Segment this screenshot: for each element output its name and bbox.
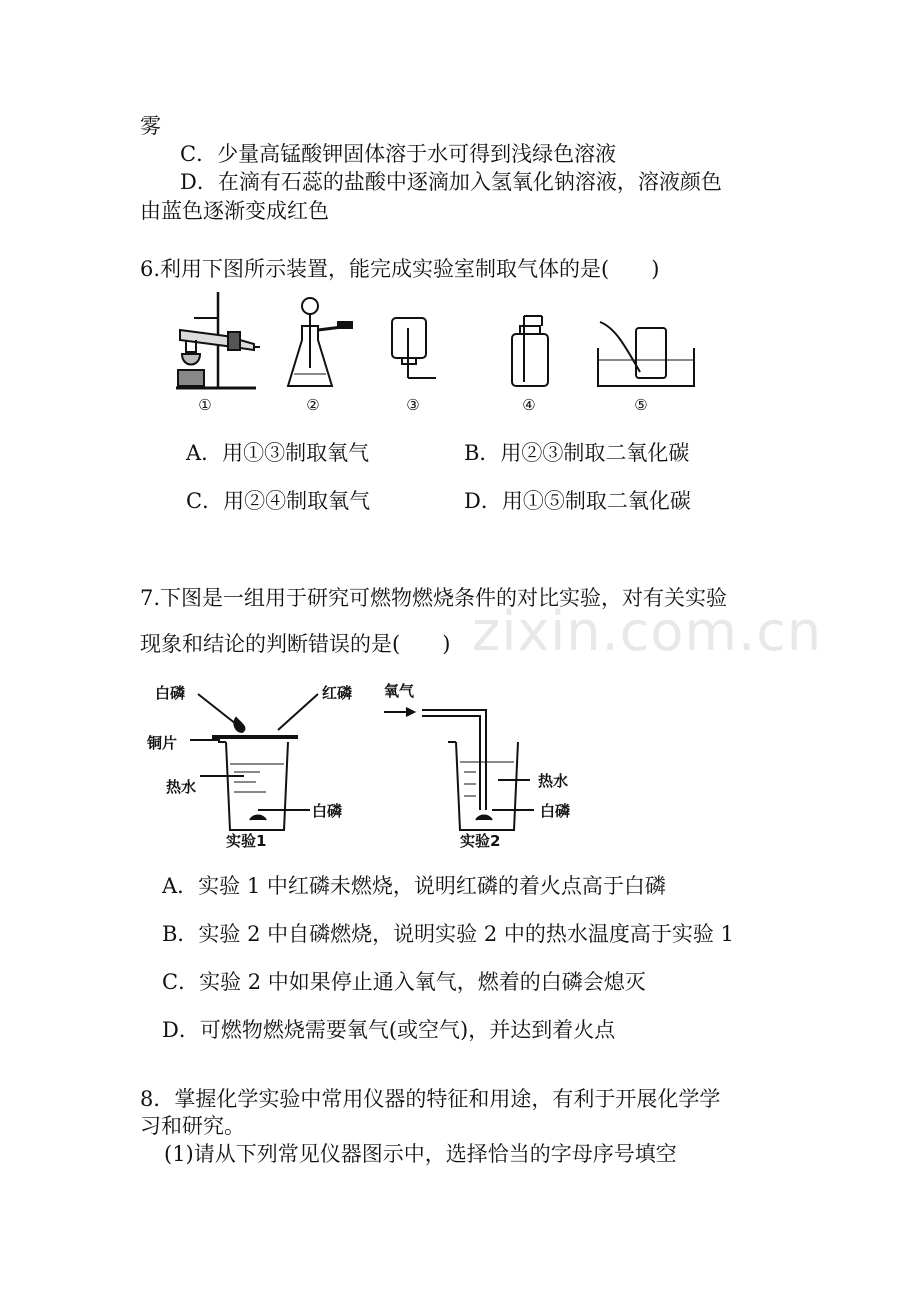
exp2-label-hot-water: 热水 <box>538 772 569 790</box>
q8-stem-line2: 习和研究。 <box>140 1114 245 1138</box>
apparatus-5-icon <box>598 322 694 386</box>
exp1-label-white-phosphorus: 白磷 <box>155 684 186 702</box>
exp1-caption: 实验1 <box>226 832 267 850</box>
apparatus-1-icon <box>176 292 260 388</box>
apparatus-label-2: ② <box>306 396 320 414</box>
q5-option-d-line2: 由蓝色逐渐变成红色 <box>140 199 329 223</box>
q6-apparatus-figure <box>168 288 688 396</box>
q6-stem: 6.利用下图所示装置，能完成实验室制取气体的是( ) <box>140 257 660 281</box>
apparatus-label-5: ⑤ <box>634 396 648 414</box>
exp2-label-white-phosphorus: 白磷 <box>540 802 571 820</box>
q7-option-c: C．实验 2 中如果停止通入氧气，燃着的白磷会熄灭 <box>162 970 646 994</box>
q7-stem-line1: 7.下图是一组用于研究可燃物燃烧条件的对比实验，对有关实验 <box>140 586 728 610</box>
q6-option-a: A．用①③制取氧气 <box>186 441 370 465</box>
apparatus-label-1: ① <box>198 396 212 414</box>
exp1-label-copper-sheet: 铜片 <box>147 734 178 752</box>
q5-line-fog: 雾 <box>140 114 161 138</box>
q6-option-c: C．用②④制取氧气 <box>186 489 371 513</box>
apparatus-2-icon <box>288 298 352 386</box>
apparatus-label-4: ④ <box>522 396 536 414</box>
q8-stem-line1: 8．掌握化学实验中常用仪器的特征和用途，有利于开展化学学 <box>140 1087 721 1111</box>
exp1-label-hot-water: 热水 <box>166 778 197 796</box>
q7-stem-line2: 现象和结论的判断错误的是( ) <box>140 632 451 656</box>
exp1-label-red-phosphorus: 红磷 <box>322 684 353 702</box>
q6-option-d: D．用①⑤制取二氧化碳 <box>464 489 691 513</box>
q7-option-b: B．实验 2 中自磷燃烧，说明实验 2 中的热水温度高于实验 1 <box>162 922 734 946</box>
q5-option-d-line1: D．在滴有石蕊的盐酸中逐滴加入氢氧化钠溶液，溶液颜色 <box>180 170 722 194</box>
apparatus-label-3: ③ <box>406 396 420 414</box>
q5-option-c: C．少量高锰酸钾固体溶于水可得到浅绿色溶液 <box>180 142 617 166</box>
exp2-caption: 实验2 <box>460 832 501 850</box>
q6-option-b: B．用②③制取二氧化碳 <box>464 441 690 465</box>
q7-option-a: A．实验 1 中红磷未燃烧，说明红磷的着火点高于白磷 <box>162 874 666 898</box>
apparatus-4-icon <box>512 316 548 386</box>
q7-option-d: D．可燃物燃烧需要氧气(或空气)，并达到着火点 <box>162 1018 616 1042</box>
watermark: zixin.com.cn <box>472 600 823 663</box>
q8-sub-question-1: (1)请从下列常见仪器图示中，选择恰当的字母序号填空 <box>164 1142 677 1166</box>
exp1-label-white-phosphorus-water: 白磷 <box>312 802 343 820</box>
apparatus-3-icon <box>392 318 436 378</box>
exp2-label-oxygen: 氧气 <box>384 682 415 700</box>
